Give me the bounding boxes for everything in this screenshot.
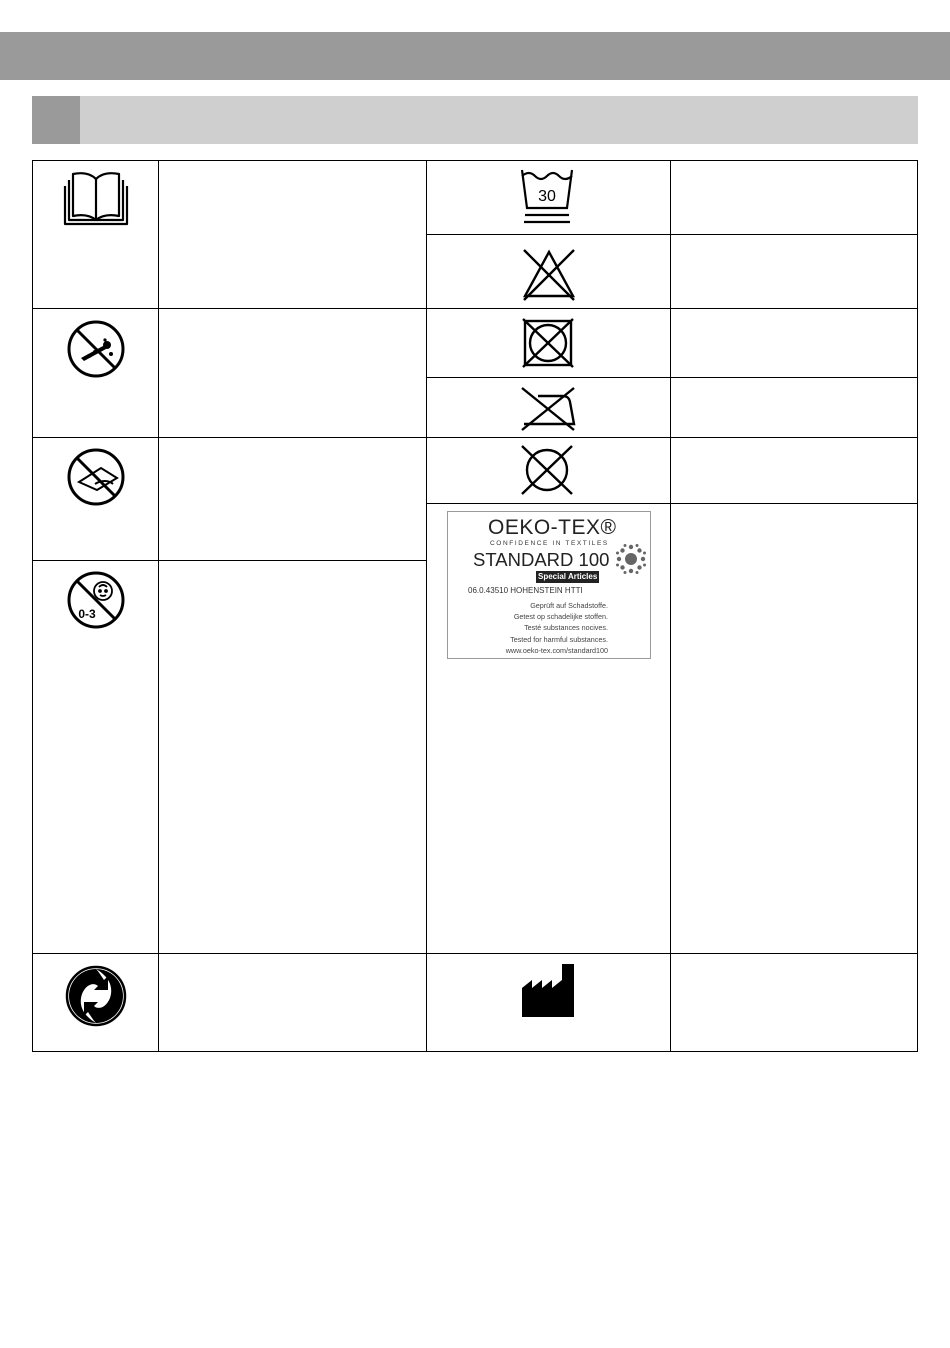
table-row-line	[426, 437, 918, 438]
not-for-children-0-3-icon	[65, 569, 127, 631]
no-sharp-objects-icon	[65, 318, 127, 380]
no-dry-clean-icon	[518, 444, 576, 496]
table-row-line	[426, 308, 918, 309]
age-range-label: 0-3	[78, 607, 96, 621]
table-divider	[158, 160, 159, 1052]
table-row-line	[32, 560, 427, 561]
oeko-tex-url: www.oeko-tex.com/standard100	[505, 645, 608, 655]
manufacturer-factory-icon	[520, 962, 576, 1018]
section-bar	[32, 96, 918, 144]
oeko-tex-line: Tested for harmful substances.	[510, 634, 608, 644]
table-row-line	[32, 437, 427, 438]
table-row-line	[32, 953, 427, 954]
table-border-top	[32, 160, 918, 161]
oeko-tex-tagline: CONFIDENCE IN TEXTILES	[490, 540, 609, 547]
no-tumble-dry-icon	[520, 317, 576, 369]
table-divider	[426, 160, 427, 1052]
table-border-left	[32, 160, 33, 1052]
section-marker	[32, 96, 80, 144]
open-book-icon	[63, 170, 129, 226]
table-row-line	[32, 308, 427, 309]
no-bleach-icon	[520, 246, 578, 302]
oeko-tex-line: Getest op schadelijke stoffen.	[513, 612, 608, 622]
table-border-right	[917, 160, 918, 1052]
oeko-tex-standard: STANDARD 100	[473, 549, 610, 570]
oeko-tex-certificate: 06.0.43510 HOHENSTEIN HTTI	[468, 586, 583, 595]
table-row-line	[426, 377, 918, 378]
oeko-tex-test-lines	[506, 600, 608, 656]
table-row-line	[426, 234, 918, 235]
oeko-tex-brand: OEKO-TEX®	[488, 516, 617, 539]
no-iron-icon	[516, 384, 580, 432]
header-bar	[0, 32, 950, 80]
oeko-tex-seal-icon	[614, 542, 648, 581]
green-dot-recycling-icon	[64, 964, 128, 1028]
no-pets-warning-icon	[65, 446, 127, 508]
wash-30-icon	[519, 168, 575, 226]
table-row-line	[426, 953, 918, 954]
oeko-tex-category: Special Articles	[538, 572, 598, 581]
table-row-line	[426, 503, 918, 504]
wash-temperature: 30	[538, 188, 556, 205]
oeko-tex-line: Geprüft auf Schadstoffe.	[530, 601, 608, 610]
table-border-bottom	[32, 1051, 918, 1052]
oeko-tex-label	[447, 511, 651, 659]
oeko-tex-line: Testé substances nocives.	[524, 623, 608, 633]
table-divider	[670, 160, 671, 1052]
